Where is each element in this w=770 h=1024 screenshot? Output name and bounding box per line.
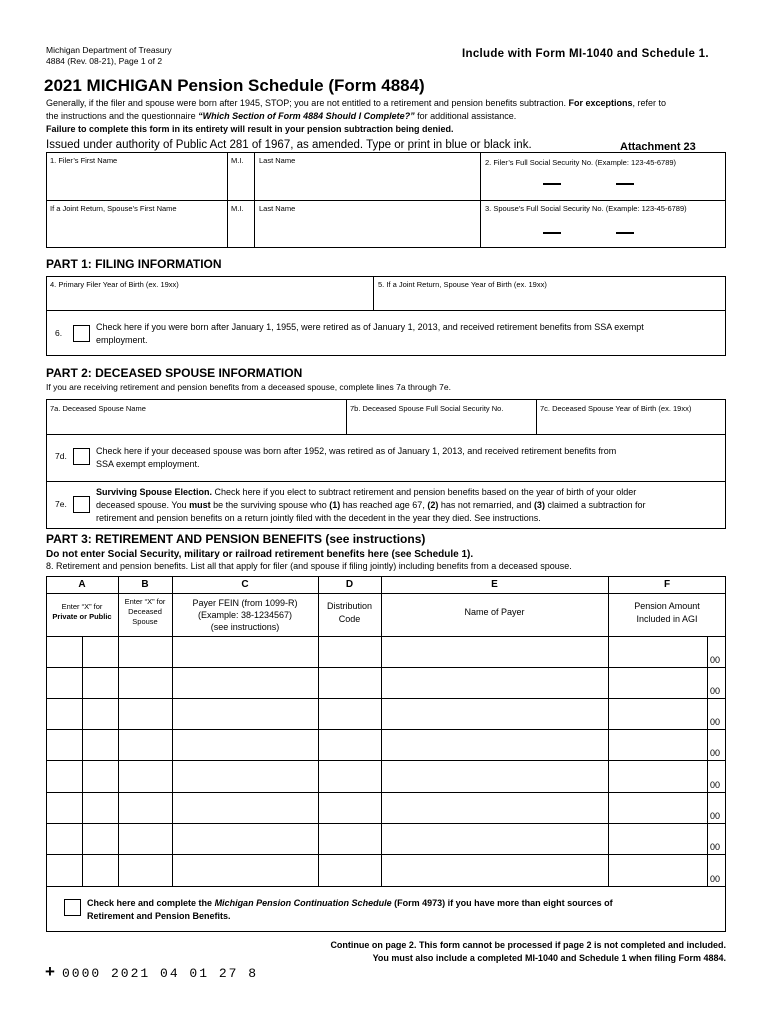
col-a-desc: Enter “X” for Private or Public [52, 602, 112, 621]
agency-name: Michigan Department of Treasury [46, 45, 172, 55]
part2-heading: PART 2: DECEASED SPOUSE INFORMATION [46, 366, 303, 380]
line7e-checkbox[interactable] [73, 496, 90, 513]
authority-note: Issued under authority of Public Act 281 of 1967, as amended. Type or print in blue or black ink. [46, 139, 532, 151]
intro-line-2: the instructions and the questionnaire “Which Section of Form 4884 Should I Complete?” for additional assistance. [46, 111, 517, 121]
line6-text: Check here if you were born after January 1, 1955, were retired as of January 1, 2013, and received retirement benefits from SSA exempt [96, 322, 644, 332]
ssn-dash [616, 232, 634, 234]
line7e-text: Surviving Spouse Election. Check here if you elect to subtract retirement and pension benefits based on the year of birth of your older [96, 487, 637, 497]
col-c-desc: Payer FEIN (from 1099-R) (Example: 38-1234567) (see instructions) [192, 598, 298, 632]
line7e-text-3: retirement and pension benefits on a return jointly filed with the decedent in the year they died. See instructions. [96, 513, 541, 523]
line7d-text: Check here if your deceased spouse was born after 1952, was retired as of January 1, 2013, and received retirement benefits from [96, 446, 617, 456]
deceased-ssn-field[interactable]: 7b. Deceased Spouse Full Social Security No. [350, 404, 504, 413]
intro-line-1: Generally, if the filer and spouse were born after 1945, STOP; you are not entitled to a retirement and pension benefits subtraction. For exceptions, refer to [46, 98, 667, 108]
continuation-text: Check here and complete the Michigan Pension Continuation Schedule (Form 4973) if you have more than eight sources of [87, 898, 613, 908]
row4-cents: 00 [710, 748, 721, 758]
part2-intro: If you are receiving retirement and pension benefits from a deceased spouse, complete lines 7a through 7e. [46, 382, 451, 392]
deceased-birth-year-field[interactable]: 7c. Deceased Spouse Year of Birth (ex. 19xx) [540, 404, 692, 413]
filer-last-name-field[interactable]: Last Name [259, 156, 296, 165]
row1-cents: 00 [710, 655, 721, 665]
row8-cents: 00 [710, 874, 721, 884]
ssn-dash [543, 232, 561, 234]
line6-checkbox[interactable] [73, 325, 90, 342]
form-title: 2021 MICHIGAN Pension Schedule (Form 4884) [44, 76, 425, 95]
footer-continue-1: Continue on page 2. This form cannot be processed if page 2 is not completed and included. [330, 940, 726, 950]
row6-cents: 00 [710, 811, 721, 821]
col-e-desc: Name of Payer [464, 607, 525, 617]
deceased-name-field[interactable]: 7a. Deceased Spouse Name [50, 404, 146, 413]
continuation-checkbox[interactable] [64, 899, 81, 916]
line7d-number: 7d. [55, 451, 67, 461]
spouse-ssn-field[interactable]: 3. Spouse’s Full Social Security No. (Example: 123-45-6789) [485, 204, 687, 213]
row3-cents: 00 [710, 717, 721, 727]
plus-icon: + [45, 962, 55, 981]
continuation-text-2: Retirement and Pension Benefits. [87, 911, 231, 921]
line6-number: 6. [55, 328, 63, 338]
line7d-text-2: SSA exempt employment. [96, 459, 200, 469]
col-c-letter: C [241, 579, 249, 590]
row5-cents: 00 [710, 780, 721, 790]
col-e-letter: E [491, 579, 498, 590]
benefits-table [46, 576, 726, 932]
form-revision: 4884 (Rev. 08-21), Page 1 of 2 [46, 56, 163, 66]
line7e-text-2: deceased spouse. You must be the surviving spouse who (1) has reached age 67, (2) has not remarried, and (3) claimed a subtraction for [96, 500, 646, 510]
col-a-letter: A [78, 579, 86, 590]
col-d-desc: Distribution Code [326, 601, 373, 624]
col-f-desc: Pension Amount Included in AGI [634, 601, 700, 624]
line8-text: 8. Retirement and pension benefits. List all that apply for filer (and spouse if filing jointly) including benefits from a deceased spouse. [46, 561, 572, 571]
filer-first-name-field[interactable]: 1. Filer’s First Name [50, 156, 118, 165]
barcode-number: 0000 2021 04 01 27 8 [62, 966, 259, 981]
ssn-dash [543, 183, 561, 185]
row7-cents: 00 [710, 842, 721, 852]
part1-heading: PART 1: FILING INFORMATION [46, 257, 222, 271]
row2-cents: 00 [710, 686, 721, 696]
filer-birth-year-field[interactable]: 4. Primary Filer Year of Birth (ex. 19xx) [50, 280, 179, 289]
line7d-checkbox[interactable] [73, 448, 90, 465]
intro-line-3: Failure to complete this form in its entirety will result in your pension subtraction being denied. [46, 124, 454, 134]
filer-ssn-field[interactable]: 2. Filer’s Full Social Security No. (Example: 123-45-6789) [485, 158, 677, 167]
spouse-last-name-field[interactable]: Last Name [259, 204, 296, 213]
col-b-desc: Enter “X” for Deceased Spouse [124, 597, 166, 626]
col-d-letter: D [345, 579, 354, 590]
line6-text-2: employment. [96, 335, 148, 345]
part3-warning: Do not enter Social Security, military or railroad retirement benefits here (see Schedule 1). [46, 549, 474, 560]
ssn-dash [616, 183, 634, 185]
spouse-birth-year-field[interactable]: 5. If a Joint Return, Spouse Year of Birth (ex. 19xx) [378, 280, 547, 289]
include-note: Include with Form MI-1040 and Schedule 1. [462, 48, 709, 60]
part3-heading: PART 3: RETIREMENT AND PENSION BENEFITS (see instructions) [46, 532, 426, 546]
col-f-letter: F [663, 579, 671, 590]
filer-mi-field[interactable]: M.I. [231, 156, 244, 165]
footer-continue-2: You must also include a completed MI-1040 and Schedule 1 when filing Form 4884. [372, 953, 726, 963]
spouse-first-name-field[interactable]: If a Joint Return, Spouse’s First Name [50, 204, 177, 213]
attachment-number: Attachment 23 [620, 141, 696, 153]
spouse-mi-field[interactable]: M.I. [231, 204, 244, 213]
line7e-number: 7e. [55, 499, 67, 509]
col-b-letter: B [141, 579, 149, 590]
